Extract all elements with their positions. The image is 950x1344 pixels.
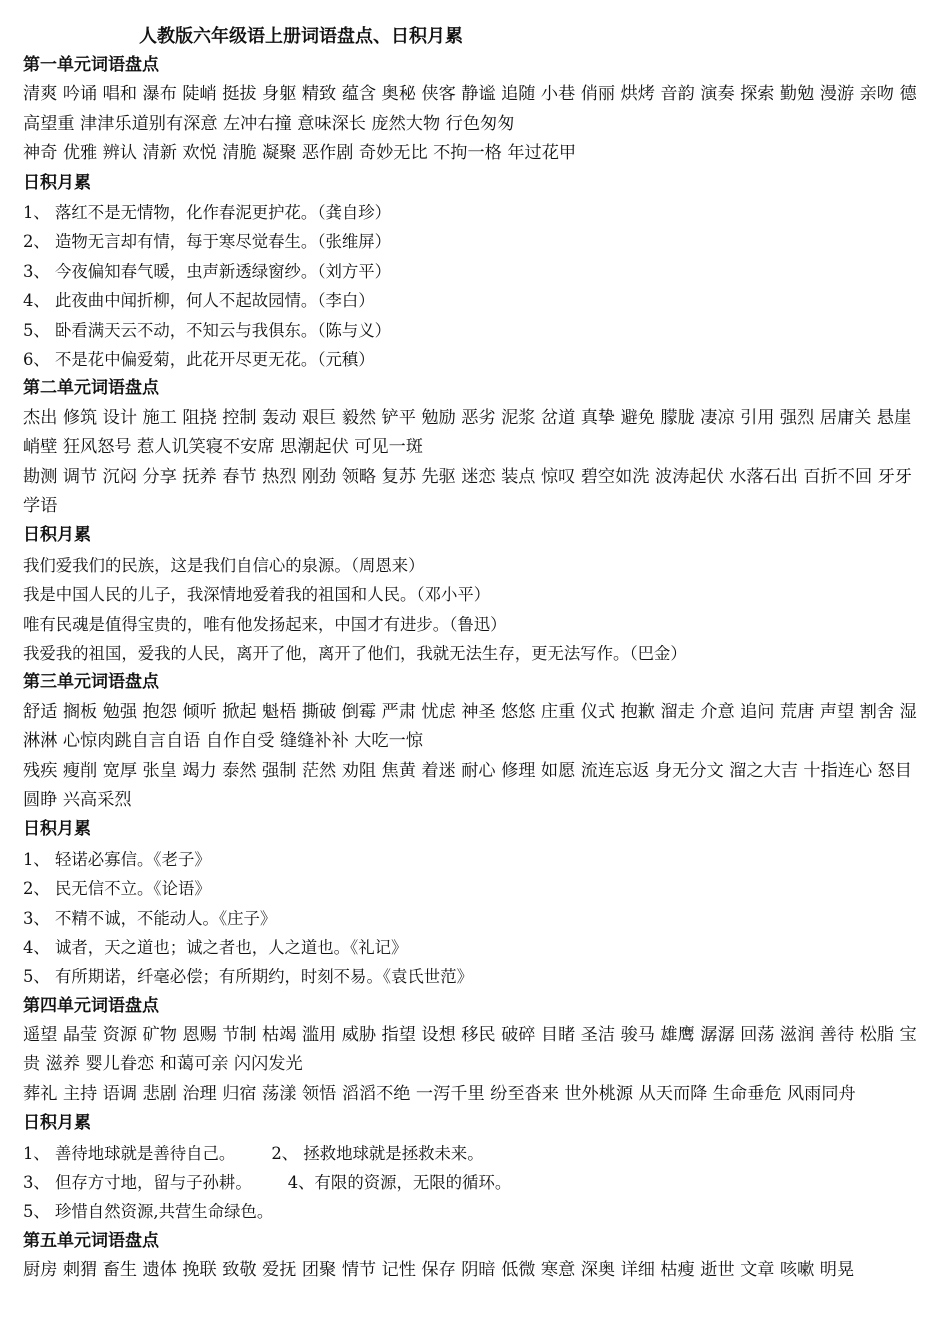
unit-3-heading: 第三单元词语盘点 (23, 672, 159, 693)
unit-4-words-1: 遥望 晶莹 资源 矿物 恩赐 节制 枯竭 滥用 威胁 指望 设想 移民 破碎 目睹 圣洁 骏马 雄鹰 潺潺 回荡 滋润 善待 松脂 宝贵 滋养 婴儿眷恋 和蔼可亲 闪闪发光 (23, 1025, 917, 1075)
unit-1-heading: 第一单元词语盘点 (23, 55, 159, 75)
unit-1-words-2: 神奇 优雅 辨认 清新 欢悦 清脆 凝聚 恶作剧 奇妙无比 不拘一格 年过花甲 (23, 143, 577, 164)
unit-4-quote-2: 2、 拯救地球就是拯救未来。 (271, 1143, 484, 1163)
unit-4-quote-4: 4、有限的资源，无限的循环。 (287, 1173, 512, 1193)
unit-2-words-2: 勘测 调节 沉闷 分享 抚养 春节 热烈 刚劲 领略 复苏 先驱 迷恋 装点 惊叹 碧空如洗 波涛起伏 水落石出 百折不回 牙牙学语 (23, 466, 912, 516)
unit-3-quote-5: 5、 有所期诺，纤毫必偿；有所期约，时刻不易。《袁氏世范》 (23, 967, 473, 987)
unit-3-quote-1: 1、 轻诺必寡信。《老子》 (23, 849, 211, 869)
unit-2-quote-2: 我是中国人民的儿子，我深情地爱着我的祖国和人民。（邓小平） (23, 585, 491, 605)
unit-4-heading: 第四单元词语盘点 (23, 995, 159, 1016)
unit-1-quote-5: 5、 卧看满天云不动，不知云与我俱东。（陈与义） (23, 320, 392, 340)
unit-1-quote-1: 1、 落红不是无情物，化作春泥更护花。（龚自珍） (23, 203, 392, 222)
unit-2-subheading: 日积月累 (23, 525, 91, 546)
unit-4-quote-row-1 (23, 1139, 928, 1168)
unit-2-quote-4: 我爱我的祖国，爱我的人民，离开了他，离开了他们，我就无法生存，更无法写作。（巴金） (23, 643, 687, 663)
unit-2-heading: 第二单元词语盘点 (23, 378, 159, 399)
unit-1-quote-6: 6、 不是花中偏爱菊，此花开尽更无花。（元稹） (23, 349, 375, 369)
unit-1-section (23, 51, 928, 374)
unit-2-quote-1: 我们爱我们的民族，这是我们自信心的泉源。（周恩来） (23, 555, 425, 575)
unit-1-quote-3: 3、 今夜偏知春气暖，虫声新透绿窗纱。（刘方平） (23, 261, 392, 281)
unit-1-quote-4: 4、 此夜曲中闻折柳，何人不起故园情。（李白） (23, 291, 375, 311)
unit-3-quote-3: 3、 不精不诚，不能动人。《庄子》 (23, 908, 277, 928)
unit-4-quote-3: 3、 但存方寸地，留与子孙耕。 (23, 1173, 252, 1193)
unit-2-quote-3: 唯有民魂是值得宝贵的，唯有他发扬起来，中国才有进步。（鲁迅） (23, 614, 507, 634)
document-title: 人教版六年级语上册词语盘点、日积月累 (139, 26, 463, 47)
unit-2-section (23, 374, 928, 668)
unit-1-quote-2: 2、 造物无言却有情，每于寒尽觉春生。（张维屏） (23, 232, 392, 252)
unit-4-subheading: 日积月累 (23, 1113, 91, 1134)
unit-5-section (23, 1227, 928, 1286)
unit-4-quote-1: 1、 善待地球就是善待自己。 (23, 1143, 236, 1163)
unit-4-quote-5: 5、 珍惜自然资源,共营生命绿色。 (23, 1202, 274, 1222)
unit-1-subheading: 日积月累 (23, 172, 91, 193)
unit-5-heading: 第五单元词语盘点 (23, 1230, 159, 1251)
unit-1-words-1: 清爽 吟诵 唱和 瀑布 陡峭 挺拔 身躯 精致 蕴含 奥秘 侠客 静谧 追随 小巷 俏丽 烘烤 音韵 演奏 探索 勤勉 漫游 亲吻 德高望重 津津乐道别有深意 左冲右撞 意味深长 庞然大物 行色匆匆 (23, 84, 917, 134)
unit-3-quote-4: 4、 诚者，天之道也；诚之者也，人之道也。《礼记》 (23, 937, 408, 957)
unit-4-section (23, 992, 928, 1227)
document-page (23, 22, 928, 1286)
unit-3-subheading: 日积月累 (23, 819, 91, 840)
unit-2-words-1: 杰出 修筑 设计 施工 阻挠 控制 轰动 艰巨 毅然 铲平 勉励 恶劣 泥浆 岔道 真挚 避免 朦胧 凄凉 引用 强烈 居庸关 悬崖峭壁 狂风怒号 惹人讥笑寝不安席 思潮起伏 可见一斑 (23, 407, 912, 458)
unit-5-words-1: 厨房 刺猬 畜生 遗体 挽联 致敬 爱抚 团聚 情节 记性 保存 阴暗 低微 寒意 深奥 详细 枯瘦 逝世 文章 咳嗽 明晃 (23, 1260, 855, 1281)
unit-3-quote-2: 2、 民无信不立。《论语》 (23, 879, 211, 899)
unit-3-words-2: 残疾 瘦削 宽厚 张皇 竭力 泰然 强制 茫然 劝阻 焦黄 着迷 耐心 修理 如愿 流连忘返 身无分文 溜之大吉 十指连心 怒目圆睁 兴高采烈 (23, 760, 912, 810)
unit-4-words-2: 葬礼 主持 语调 悲剧 治理 归宿 荡漾 领悟 滔滔不绝 一泻千里 纷至沓来 世外桃源 从天而降 生命垂危 风雨同舟 (23, 1083, 856, 1104)
unit-3-words-1: 舒适 搁板 勉强 抱怨 倾听 掀起 魁梧 撕破 倒霉 严肃 忧虑 神圣 悠悠 庄重 仪式 抱歉 溜走 介意 追问 荒唐 声望 割舍 湿淋淋 心惊肉跳自言自语 自作自受 缝缝补补 大吃一惊 (23, 701, 917, 752)
unit-3-section (23, 668, 928, 991)
unit-4-quote-row-2 (23, 1168, 928, 1197)
unit-4-quote-row-3 (23, 1197, 928, 1226)
